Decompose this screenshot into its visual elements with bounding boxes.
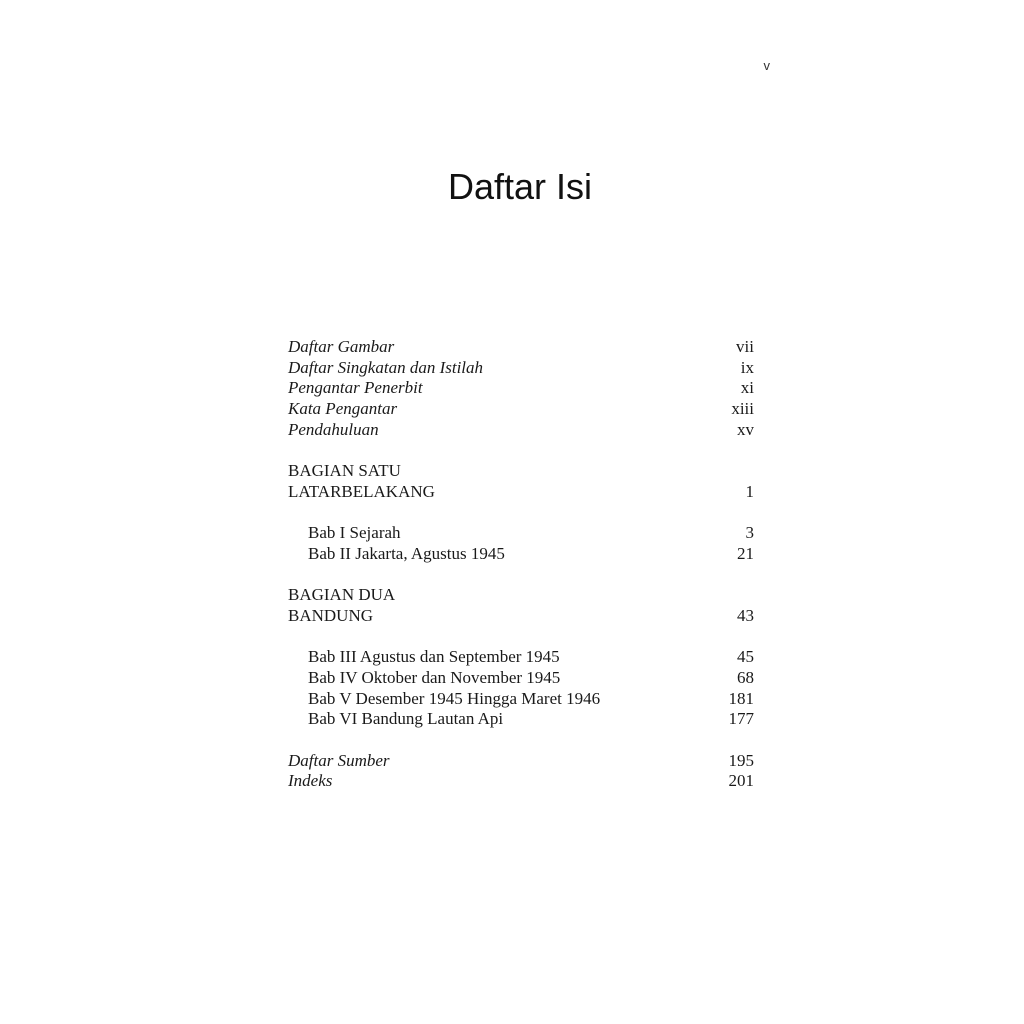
- toc-entry-page: 3: [745, 523, 754, 543]
- toc-entry-chapter[interactable]: [288, 668, 754, 689]
- toc-entry-pendahuluan[interactable]: [288, 420, 754, 441]
- toc-entry-label: Daftar Singkatan dan Istilah: [288, 357, 484, 377]
- page-number: v: [763, 58, 770, 73]
- toc-entry-page: 68: [737, 668, 754, 687]
- toc-entry-label: Bab IV Oktober dan November 1945: [308, 668, 561, 687]
- part-heading-label: BAGIAN DUA: [288, 585, 396, 605]
- toc-entry-page: 177: [728, 709, 754, 729]
- toc-entry-chapter[interactable]: [288, 709, 754, 730]
- toc-entry-daftar-singkatan[interactable]: [288, 358, 754, 379]
- part-title: BANDUNG: [288, 605, 373, 625]
- toc-entry-page: xv: [737, 419, 754, 439]
- page-title: Daftar Isi: [447, 166, 593, 207]
- toc-entry-daftar-sumber[interactable]: [288, 751, 754, 772]
- toc-entry-page: xiii: [731, 399, 754, 419]
- toc-entry-label: Daftar Sumber: [288, 750, 390, 770]
- toc-entry-page: vii: [736, 337, 754, 356]
- toc-entry-label: Bab I Sejarah: [308, 523, 401, 543]
- part-title: LATARBELAKANG: [288, 481, 435, 501]
- toc-entry-label: Kata Pengantar: [288, 399, 398, 419]
- toc-entry-page: 201: [728, 771, 754, 791]
- part-heading: [288, 585, 754, 606]
- toc-entry-page: 21: [737, 543, 754, 563]
- toc-entry-label: Indeks: [288, 771, 333, 791]
- toc-entry-label: Bab V Desember 1945 Hingga Maret 1946: [308, 688, 601, 708]
- table-of-contents: [288, 337, 754, 792]
- toc-entry-label: Bab VI Bandung Lautan Api: [308, 709, 504, 729]
- toc-entry-pengantar-penerbit[interactable]: [288, 378, 754, 399]
- toc-entry-page: 195: [728, 750, 754, 770]
- toc-entry-chapter[interactable]: [288, 647, 754, 668]
- toc-entry-label: Daftar Gambar: [288, 337, 395, 356]
- toc-entry-page: 43: [737, 605, 754, 625]
- toc-entry-chapter[interactable]: [288, 523, 754, 544]
- toc-entry-kata-pengantar[interactable]: [288, 399, 754, 420]
- toc-entry-page: 45: [737, 647, 754, 667]
- toc-entry-chapter[interactable]: [288, 689, 754, 710]
- toc-entry-indeks[interactable]: [288, 771, 754, 792]
- toc-entry-page: ix: [740, 357, 754, 377]
- toc-entry-chapter[interactable]: [288, 544, 754, 565]
- toc-entry-page: xi: [740, 378, 754, 398]
- toc-entry-label: Pengantar Penerbit: [288, 378, 423, 398]
- toc-entry-label: Bab II Jakarta, Agustus 1945: [308, 543, 505, 563]
- part-heading-label: BAGIAN SATU: [288, 461, 401, 481]
- toc-entry-page: 1: [745, 481, 754, 501]
- toc-entry-part-two[interactable]: [288, 606, 754, 627]
- toc-entry-label: Bab III Agustus dan September 1945: [308, 647, 560, 667]
- toc-entry-page: 181: [728, 688, 754, 708]
- part-heading: [288, 461, 754, 482]
- toc-entry-part-one[interactable]: [288, 482, 754, 503]
- toc-entry-label: Pendahuluan: [288, 419, 379, 439]
- toc-entry-daftar-gambar[interactable]: [288, 337, 754, 358]
